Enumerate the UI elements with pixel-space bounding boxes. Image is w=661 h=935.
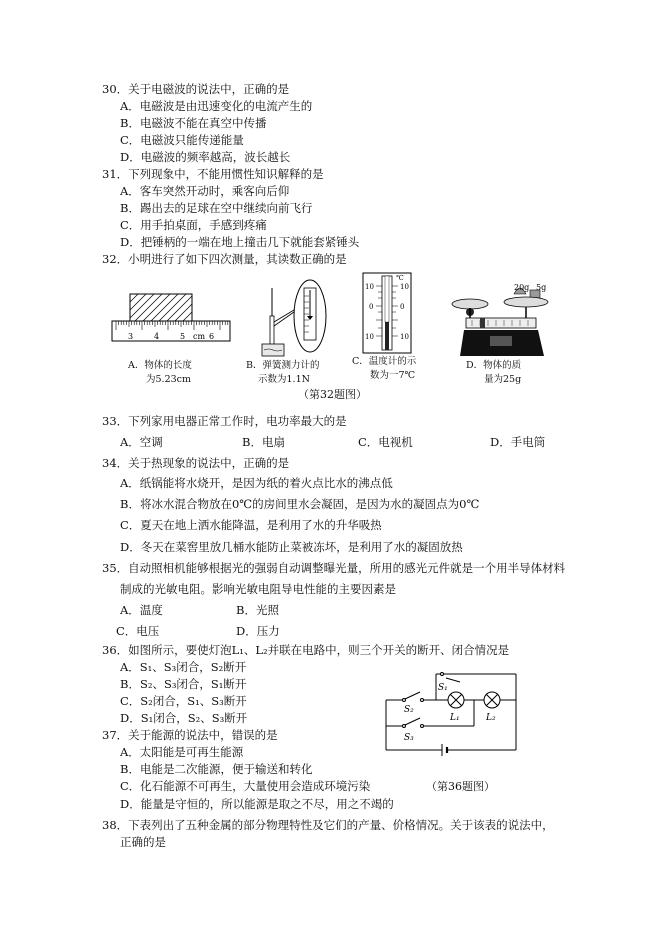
q31-stem: 31．下列现象中，不能用惯性知识解释的是 (102, 167, 324, 181)
q34-option-c: C．夏天在地上洒水能降温，是利用了水的升华吸热 (120, 518, 382, 532)
q35-stem-line2: 制成的光敏电阻。影响光敏电阻导电性能的主要因素是 (120, 582, 396, 596)
ruler-unit: cm (193, 332, 206, 341)
q32-caption-d2: 量为25g (484, 374, 522, 385)
q34-stem: 34．关于热现象的说法中，正确的是 (102, 456, 290, 470)
thermo-tick-left-top: 10 (365, 283, 374, 291)
q36-figure-caption: （第36题图） (426, 780, 495, 793)
weight-20g: 20g (514, 283, 530, 292)
thermo-tick-right-top: 10 (400, 283, 409, 291)
q35-option-c: C．电压 (116, 624, 160, 638)
q30-option-d: D．电磁波的频率越高，波长越长 (120, 150, 291, 164)
q30-option-b: B．电磁波不能在真空中传播 (120, 116, 267, 130)
q31-option-a: A．客车突然开动时，乘客向后仰 (120, 184, 290, 198)
q35-option-d: D．压力 (236, 624, 280, 638)
q32-caption-d1: D．物体的质 (466, 360, 522, 371)
thermometer-figure (362, 272, 412, 354)
label-l2: L₂ (486, 713, 496, 723)
label-s1: S₁ (438, 683, 448, 693)
q36-option-b: B．S₂、S₃闭合，S₁断开 (120, 677, 247, 691)
q32-caption-b1: B．弹簧测力计的 (246, 360, 320, 371)
q37-option-a: A．太阳能是可再生能源 (120, 745, 244, 759)
q32-caption-b2: 示数为1.1N (258, 374, 310, 385)
q37-option-d: D．能量是守恒的，所以能源是取之不尽，用之不竭的 (120, 797, 394, 811)
q32-stem: 32．小明进行了如下四次测量，其读数正确的是 (102, 252, 347, 266)
q32-figure-caption: （第32题图） (298, 388, 367, 401)
ruler-tick-5: 5 (180, 332, 186, 341)
q34-option-d: D．冬天在菜窖里放几桶水能防止菜被冻坏，是利用了水的凝固放热 (120, 540, 463, 554)
q36-option-c: C．S₂闭合，S₁、S₃断开 (120, 694, 247, 708)
q37-option-b: B．电能是二次能源，便于输送和转化 (120, 762, 313, 776)
q33-option-a: A．空调 (120, 435, 163, 449)
q31-option-d: D．把锤柄的一端在地上撞击几下就能套紧锤头 (120, 235, 360, 249)
q37-option-c: C．化石能源不可再生，大量使用会造成环境污染 (120, 779, 371, 793)
circuit-diagram (380, 666, 530, 766)
q33-option-b: B．电扇 (242, 435, 285, 449)
label-s2: S₂ (404, 705, 414, 715)
q38-stem-line2: 正确的是 (120, 835, 166, 849)
ruler-tick-6: 6 (209, 332, 215, 341)
q34-option-a: A．纸锅能将水烧开，是因为纸的着火点比水的沸点低 (120, 476, 393, 490)
thermo-tick-right-bottom: 10 (400, 333, 409, 341)
q32-caption-c2: 数为一7℃ (370, 370, 416, 381)
q32-caption-c1: C．温度计的示 (352, 356, 417, 367)
q35-option-b: B．光照 (236, 603, 279, 617)
q30-option-a: A．电磁波是由迅速变化的电流产生的 (120, 99, 313, 113)
q31-option-b: B．踢出去的足球在空中继续向前飞行 (120, 201, 313, 215)
q32-caption-a1: A．物体的长度 (128, 360, 192, 371)
q36-stem: 36．如图所示，要使灯泡L₁、L₂并联在电路中，则三个开关的断开、闭合情况是 (102, 643, 510, 657)
q36-option-d: D．S₁闭合，S₂、S₃断开 (120, 711, 248, 725)
label-s3: S₃ (404, 733, 414, 743)
q33-option-c: C．电视机 (358, 435, 413, 449)
thermo-tick-left-zero: 0 (369, 303, 374, 311)
q37-stem: 37．关于能源的说法中，错误的是 (102, 728, 278, 742)
balance-figure (450, 280, 556, 358)
spring-scale-figure (258, 278, 334, 358)
q34-option-b: B．将冰水混合物放在0℃的房间里水会凝固，是因为水的凝固点为0℃ (120, 497, 480, 511)
thermo-tick-right-zero: 0 (400, 303, 405, 311)
q36-option-a: A．S₁、S₃闭合，S₂断开 (120, 660, 247, 674)
label-l1: L₁ (450, 713, 460, 723)
q32-caption-a2: 为5.23cm (146, 374, 191, 385)
q33-option-d: D．手电筒 (490, 435, 546, 449)
ruler-tick-4: 4 (154, 332, 160, 341)
q33-stem: 33．下列家用电器正常工作时，电功率最大的是 (102, 414, 347, 428)
q38-stem-line1: 38．下表列出了五种金属的部分物理特性及它们的产量、价格情况。关于该表的说法中， (102, 818, 554, 832)
q31-option-c: C．用手拍桌面，手感到疼痛 (120, 218, 267, 232)
weight-5g: 5g (536, 283, 547, 292)
q35-option-a: A．温度 (120, 603, 163, 617)
thermo-tick-left-bottom: 10 (365, 333, 374, 341)
q30-option-c: C．电磁波只能传递能量 (120, 133, 244, 147)
ruler-tick-3: 3 (128, 332, 134, 341)
q35-stem-line1: 35．自动照相机能够根据光的强弱自动调整曝光量，所用的感光元件就是一个用半导体材料 (102, 561, 566, 575)
ruler-figure (110, 290, 232, 346)
thermometer-unit: ℃ (396, 274, 404, 282)
q30-stem: 30．关于电磁波的说法中，正确的是 (102, 82, 290, 96)
